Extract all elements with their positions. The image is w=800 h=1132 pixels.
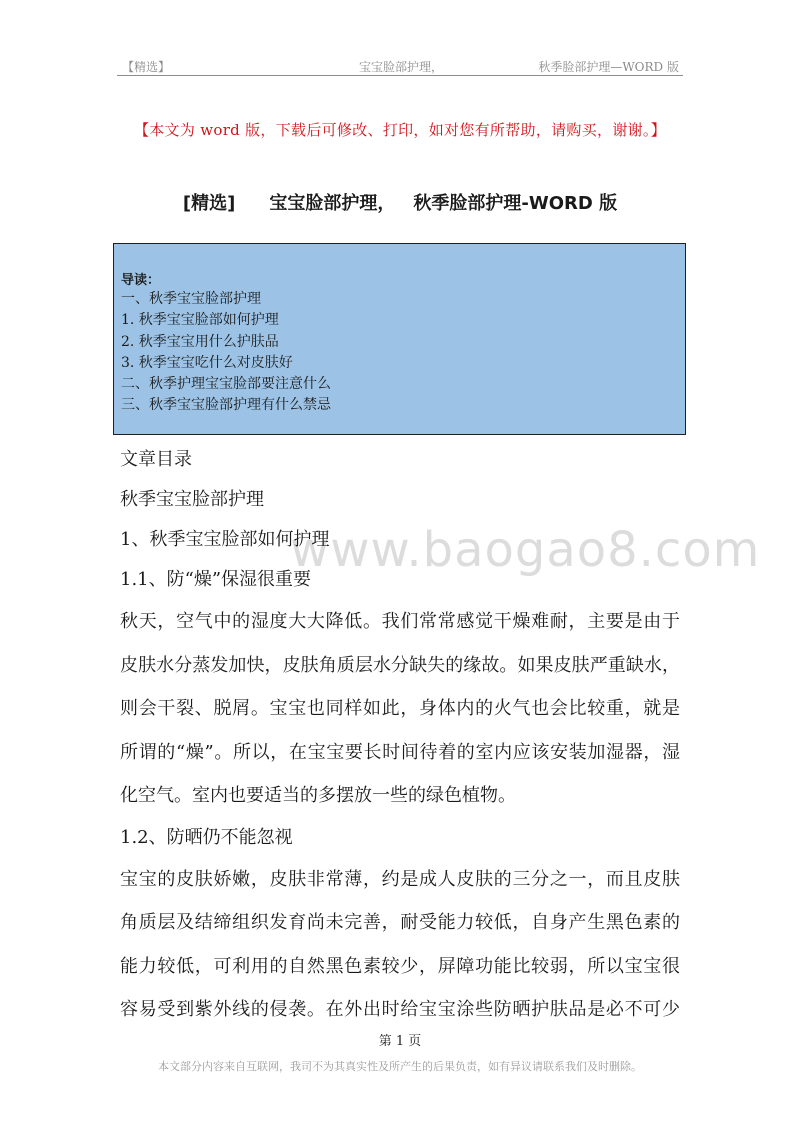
guide-item: 2. 秋季宝宝用什么护肤品 [121,333,279,350]
guide-item: 二、秋季护理宝宝脸部要注意什么 [121,376,331,393]
header-right: 秋季脸部护理—WORD 版 [538,60,679,74]
header-left: 【精选】 [122,60,171,74]
section-heading: 秋季宝宝脸部护理 [120,489,264,510]
guide-heading: 导读： [121,273,161,288]
paragraph-line: 宝宝的皮肤娇嫩，皮肤非常薄，约是成人皮肤的三分之一，而且皮肤 [120,868,680,890]
paragraph-line: 则会干裂、脱屑。宝宝也同样如此，身体内的火气也会比较重，就是 [120,698,680,719]
title-part-1: [精选] [182,193,236,214]
guide-item: 3. 秋季宝宝吃什么对皮肤好 [121,354,293,371]
document-title [0,189,800,215]
paragraph-line: 秋天，空气中的湿度大大降低。我们常常感觉干燥难耐，主要是由于 [120,611,680,632]
paragraph-line: 容易受到紫外线的侵袭。在外出时给宝宝涂些防晒护肤品是必不可少 [120,999,680,1020]
title-part-2: 宝宝脸部护理， [269,193,396,214]
guide-box [113,243,686,435]
subsubsection-heading: 1.1、防“燥”保湿很重要 [120,569,312,590]
title-part-3: 秋季脸部护理-WORD 版 [413,193,618,214]
subsubsection-heading: 1.2、防晒仍不能忽视 [120,826,293,848]
guide-item: 1. 秋季宝宝脸部如何护理 [121,312,279,329]
paragraph-line: 所谓的“燥”。所以，在宝宝要长时间待着的室内应该安装加湿器，湿 [120,741,680,763]
page-number: 第 1 页 [378,1034,422,1049]
watermark: www.baogao8.com [290,522,761,578]
guide-item: 三、秋季宝宝脸部护理有什么禁忌 [121,397,331,414]
paragraph [120,858,680,1032]
guide-item: 一、秋季宝宝脸部护理 [121,291,261,307]
paragraph-line: 角质层及结缔组织发育尚未完善，耐受能力较低，自身产生黑色素的 [120,912,680,933]
page-header [117,56,683,76]
download-notice: 【本文为 word 版，下载后可修改、打印，如对您有所帮助，请购买，谢谢。】 [133,121,667,139]
header-divider [117,75,683,76]
paragraph [120,600,680,818]
paragraph-line: 皮肤水分蒸发加快，皮肤角质层水分缺失的缘故。如果皮肤严重缺水， [120,654,680,676]
toc-heading: 文章目录 [120,449,192,470]
paragraph-line: 化空气。室内也要适当的多摆放一些的绿色植物。 [120,785,516,806]
header-center: 宝宝脸部护理， [359,60,444,74]
document-body [120,440,680,1032]
subsection-heading: 1、秋季宝宝脸部如何护理 [120,529,330,550]
paragraph-line: 能力较低，可利用的自然黑色素较少，屏障功能比较弱，所以宝宝很 [120,955,680,977]
page-footer: 本文部分内容来自互联网，我司不为其真实性及所产生的后果负责，如有异议请联系我们及时删除。 [158,1060,642,1073]
guide-list [121,289,331,417]
